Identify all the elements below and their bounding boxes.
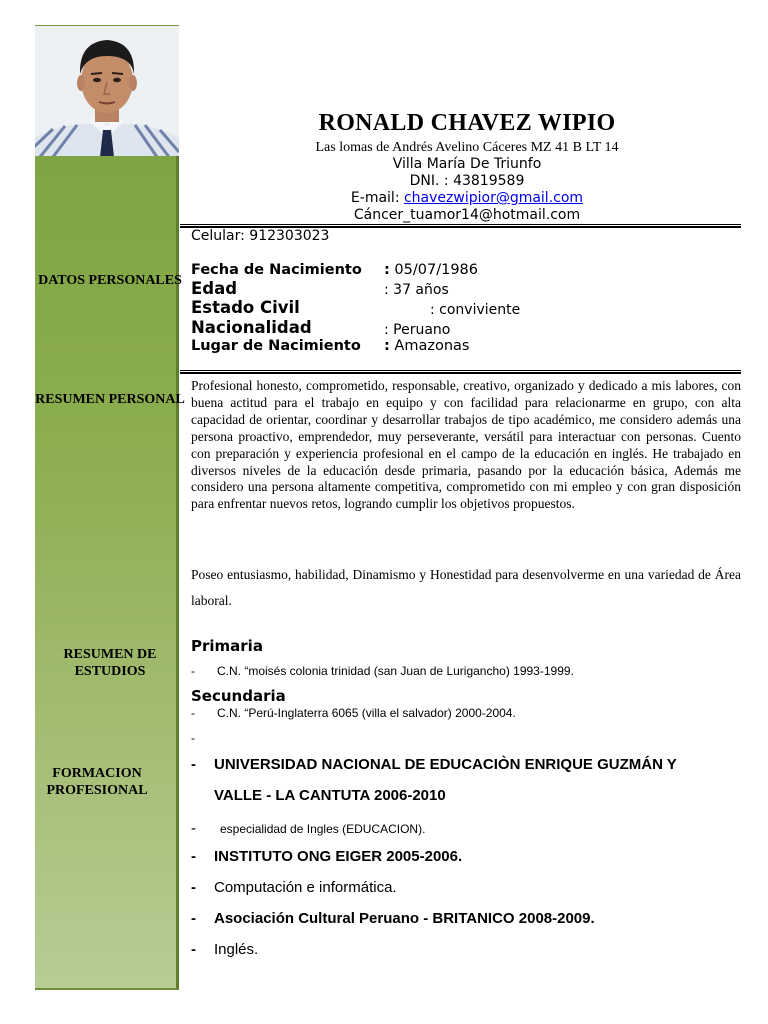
secundaria-title: Secundaria (191, 687, 286, 705)
candidate-name: RONALD CHAVEZ WIPIO (318, 110, 616, 136)
fecha-label: Fecha de Nacimiento (191, 262, 362, 278)
celular-line: Celular: 912303023 (191, 228, 330, 244)
city-line: Villa María De Triunfo (392, 156, 542, 172)
empty-bullet: - (191, 731, 195, 745)
portrait-image (35, 26, 179, 157)
email-link[interactable]: chavezwipior@gmail.com (403, 190, 584, 206)
especialidad-item: - especialidad de Ingles (EDUCACION). (191, 820, 426, 837)
dni-line: DNI. : 43819589 (409, 173, 525, 189)
email-label: E-mail: (350, 190, 404, 206)
sidebar-label-formacion: FORMACION PROFESIONAL (46, 766, 148, 798)
email-line (180, 190, 754, 206)
profile-photo (35, 25, 179, 157)
bullet-dash: - (191, 706, 195, 720)
secondary-email: Cáncer_tuamor14@hotmail.com (353, 207, 581, 223)
primaria-title: Primaria (191, 637, 263, 655)
estado-civil-label: Estado Civil (191, 298, 300, 317)
edad-label: Edad (191, 279, 238, 298)
ingles-item: - Inglés. (191, 941, 259, 958)
universidad-item-cont: VALLE - LA CANTUTA 2006-2010 (214, 787, 446, 804)
sidebar-label-estudios: RESUMEN DE ESTUDIOS (63, 647, 157, 679)
nacionalidad-value: : Peruano (384, 322, 451, 338)
sidebar-label-resumen: RESUMEN PERSONAL (35, 392, 185, 407)
universidad-item: - UNIVERSIDAD NACIONAL DE EDUCACIÒN ENRIQUE GUZMÁN Y (191, 756, 677, 773)
resumen-paragraph: Profesional honesto, comprometido, responsable, creativo, organizado y dedicado a mis labores, con buena actitud para el trabajo en equipo y con facilidad para relacionarme en grupo, con alta capacidad de orientar, coordinar y desarrollar trabajos de tipo académico, me considero además una persona proactivo, emprendedor, muy perseverante, versátil para interactuar con personas. Cuento con preparación y experiencia profesional en el campo de la educación en inglés. He trabajado en diversos niveles de la educación desde primaria, pasando por la educación básica, Además me considero una persona altamente competitiva, comprometido con mi empleo y con gran disposición para enfrentar nuevos retos, logrando cumplir los objetivos propuestos. (191, 378, 741, 512)
sidebar-label-datos: DATOS PERSONALES (38, 273, 182, 288)
computacion-item: - Computación e informática. (191, 879, 397, 896)
personal-divider (180, 370, 741, 374)
secundaria-item: - C.N. “Perú-Inglaterra 6065 (villa el salvador) 2000-2004. (191, 706, 516, 720)
lugar-value: : Amazonas (384, 338, 470, 354)
nacionalidad-label: Nacionalidad (191, 318, 312, 337)
bullet-dash: - (191, 664, 195, 678)
primaria-item: - C.N. “moisés colonia trinidad (san Juan de Lurigancho) 1993-1999. (191, 664, 574, 678)
address-line: Las lomas de Andrés Avelino Cáceres MZ 41 B LT 14 (315, 140, 619, 155)
estado-civil-value: : conviviente (430, 302, 521, 318)
instituto-item: - INSTITUTO ONG EIGER 2005-2006. (191, 848, 463, 865)
lugar-label: Lugar de Nacimiento (191, 338, 361, 354)
edad-value: : 37 años (384, 282, 449, 298)
asociacion-item: - Asociación Cultural Peruano - BRITANICO 2008-2009. (191, 910, 595, 927)
resumen-paragraph-2: Poseo entusiasmo, habilidad, Dinamismo y Honestidad para desenvolverme en una variedad de Área laboral. (191, 567, 741, 608)
fecha-value: : 05/07/1986 (384, 262, 478, 278)
